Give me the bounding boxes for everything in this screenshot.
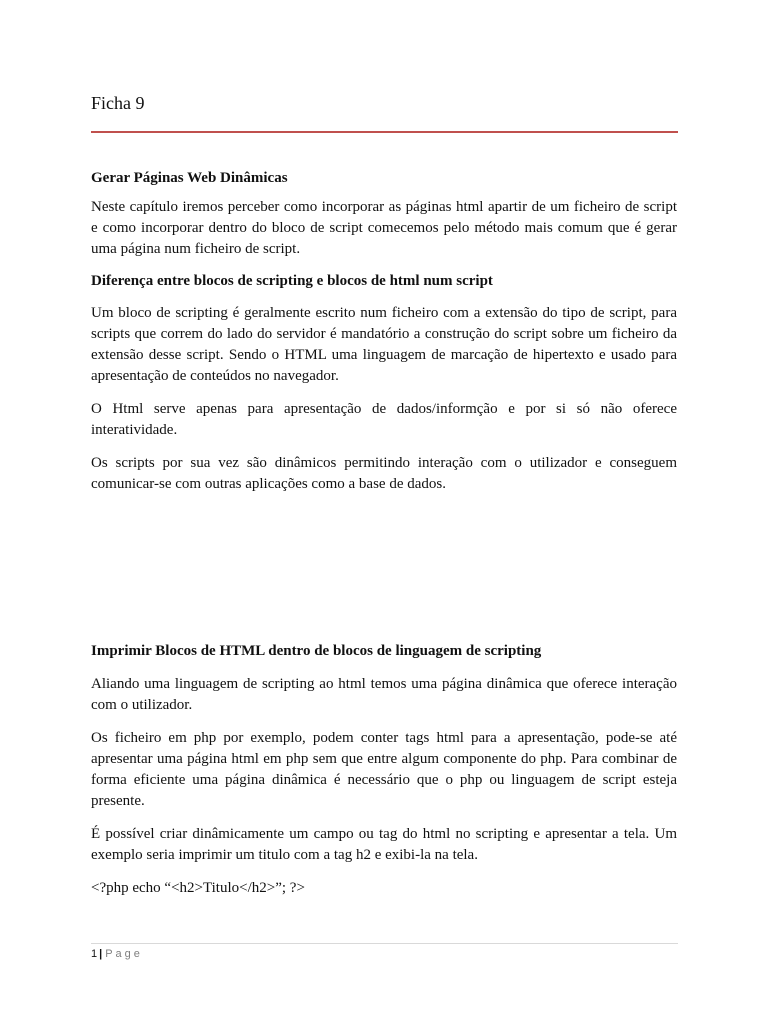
paragraph: Os ficheiro em php por exemplo, podem conter tags html para a apresentação, pode-se até apresentar uma página html em php sem que entre algum componente do php. Para combinar de forma eficiente uma página dinâmica é necessário que o php ou linguagem de script esteja presente. [91,730,677,809]
section-imprimir-blocos [91,641,677,899]
paragraph: Aliando uma linguagem de scripting ao html temos uma página dinâmica que oferece interação com o utilizador. [91,676,677,713]
section-heading: Gerar Páginas Web Dinâmicas [91,170,288,186]
page-label: Page [105,948,143,960]
page-title: Ficha 9 [91,93,145,113]
paragraph: Um bloco de scripting é geralmente escrito num ficheiro com a extensão do tipo de script, para scripts que correm do lado do servidor é mandatório a construção do script sobre um ficheiro da extensão desse script. Sendo o HTML uma linguagem de marcação de hipertexto e usado para apresentação de conteúdos no navegador. [91,305,677,384]
paragraph-intro: Neste capítulo iremos perceber como incorporar as páginas html apartir de um ficheiro de script e como incorporar dentro do bloco de script comecemos pelo método mais comum que é gerar uma página num ficheiro de script. [91,199,677,257]
page-number: 1 [91,948,98,960]
section-gerar-paginas [91,168,677,507]
paragraph: O Html serve apenas para apresentação de dados/informção e por si só não oferece interatividade. [91,401,677,438]
footer-separator: | [99,948,103,960]
footer-divider [91,943,678,944]
page-footer [91,946,143,962]
subsection-heading: Diferença entre blocos de scripting e blocos de html num script [91,273,493,289]
title-divider [91,131,678,133]
code-example: <?php echo “<h2>Titulo</h2>”; ?> [91,880,305,896]
paragraph: É possível criar dinâmicamente um campo ou tag do html no scripting e apresentar a tela. Um exemplo seria imprimir um titulo com a tag h2 e exibi-la na tela. [91,826,677,863]
section-heading: Imprimir Blocos de HTML dentro de blocos de linguagem de scripting [91,643,542,659]
paragraph: Os scripts por sua vez são dinâmicos permitindo interação com o utilizador e conseguem comunicar-se com outras aplicações como a base de dados. [91,455,677,492]
